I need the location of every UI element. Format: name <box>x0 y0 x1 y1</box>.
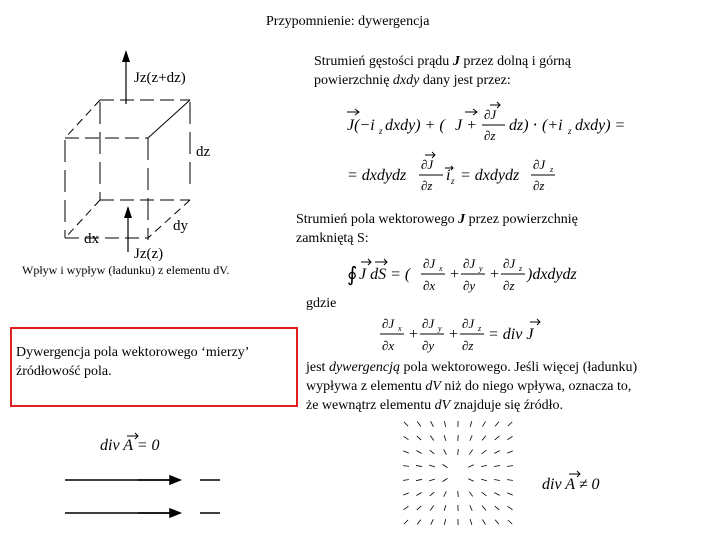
field-arrow <box>495 422 499 427</box>
svg-text:dxdy) =: dxdy) = <box>575 117 626 134</box>
field-arrow <box>444 491 447 496</box>
field-arrow <box>404 436 409 439</box>
vector-arrow-icon <box>568 470 582 478</box>
svg-text:∂J: ∂J <box>423 256 436 271</box>
label-dz: dz <box>196 144 211 160</box>
paragraph-current-flux-line2: powierzchnię dxdy dany jest przez: <box>314 73 511 88</box>
svg-text:z: z <box>568 126 572 136</box>
field-arrow <box>430 436 433 441</box>
field-arrow <box>482 492 487 496</box>
field-arrow <box>507 506 512 509</box>
svg-text:)dxdydz: )dxdydz <box>527 266 577 283</box>
svg-text:∂y: ∂y <box>463 278 476 293</box>
field-arrow <box>482 506 486 511</box>
field-arrow <box>403 493 409 495</box>
svg-text:dz) ⋅ (+i: dz) ⋅ (+i <box>509 117 563 134</box>
paragraph-divergence-meaning-line3: że wewnątrz elementu dV znajduje się źródło. <box>306 398 563 413</box>
field-arrow <box>468 479 473 482</box>
flux-arrowhead-top <box>122 50 130 62</box>
field-arrow <box>508 520 512 524</box>
svg-text:∮: ∮ <box>347 264 358 286</box>
svg-text:∂J: ∂J <box>503 256 516 271</box>
field-arrow <box>429 479 435 481</box>
field-arrow <box>416 479 422 480</box>
svg-text:x: x <box>439 264 443 273</box>
field-arrow <box>430 492 435 496</box>
svg-text:x: x <box>398 324 402 333</box>
field-arrow <box>458 491 459 497</box>
svg-text:= dxdydz: = dxdydz <box>460 167 520 184</box>
svg-text:+: + <box>408 326 419 343</box>
field-arrow <box>482 436 486 441</box>
cube-caption: Wpływ i wypływ (ładunku) z elementu dV. <box>22 263 230 277</box>
field-arrow <box>494 479 500 480</box>
svg-text:z: z <box>550 165 554 174</box>
box-text-line2: źródłowość pola. <box>16 364 112 379</box>
paragraph-current-flux: Strumień gęstości prądu J przez dolną i górną <box>314 54 571 69</box>
field-arrow <box>442 464 447 467</box>
field-arrow <box>416 465 422 466</box>
svg-text:∂y: ∂y <box>422 338 435 353</box>
field-arrow <box>458 449 459 455</box>
box-text-line1: Dywergencja pola wektorowego ‘mierzy’ <box>16 345 250 360</box>
label-jz-top: Jz(z+dz) <box>134 70 186 86</box>
svg-text:J +: J + <box>455 117 477 134</box>
svg-text:+: + <box>449 266 460 283</box>
svg-text:∂J: ∂J <box>382 316 395 331</box>
svg-text:∂z: ∂z <box>421 178 433 193</box>
field-arrow <box>481 465 487 466</box>
field-arrow <box>403 466 409 467</box>
svg-text:∂z: ∂z <box>503 278 515 293</box>
volume-element-diagram <box>40 40 240 285</box>
field-arrow <box>507 436 512 439</box>
field-arrow <box>404 506 409 509</box>
svg-text:z: z <box>478 324 482 333</box>
field-arrow <box>444 449 447 454</box>
field-arrow <box>507 451 513 453</box>
svg-text:= div J: = div J <box>488 326 534 343</box>
field-arrow <box>430 506 433 511</box>
field-arrow <box>507 480 513 481</box>
field-arrow <box>444 435 446 441</box>
field-arrow <box>444 421 445 427</box>
field-arrow <box>481 479 487 480</box>
svg-text:+: + <box>448 326 459 343</box>
field-arrow <box>403 480 409 481</box>
svg-text:∂J: ∂J <box>462 316 475 331</box>
uniform-field-diagram <box>60 465 230 525</box>
field-arrow <box>507 493 513 495</box>
field-arrow <box>416 451 421 454</box>
label-dy: dy <box>173 218 188 234</box>
svg-text:∂J: ∂J <box>533 157 546 172</box>
field-arrow <box>507 466 513 467</box>
svg-text:z: z <box>451 176 455 186</box>
label-dx: dx <box>84 231 99 247</box>
field-arrow <box>469 492 472 497</box>
svg-text:∂J: ∂J <box>421 157 434 172</box>
svg-text:∂x: ∂x <box>382 338 395 353</box>
svg-text:∂J: ∂J <box>422 316 435 331</box>
label-div-nonzero: div A ≠ 0 <box>542 476 600 493</box>
field-arrow <box>417 520 421 525</box>
field-arrow <box>470 421 472 427</box>
label-jz-bottom: Jz(z) <box>134 246 164 262</box>
field-arrow <box>494 465 500 466</box>
svg-text:y: y <box>438 324 442 333</box>
field-arrow <box>431 519 434 524</box>
svg-text:∂z: ∂z <box>484 128 496 143</box>
field-arrow <box>404 520 408 524</box>
vector-arrow-icon <box>126 432 140 440</box>
field-arrow <box>417 422 421 427</box>
page-title: Przypomnienie: dywergencja <box>266 14 430 29</box>
source-field-diagram <box>396 418 526 528</box>
flux-arrowhead-bottom <box>124 206 132 218</box>
field-arrow <box>417 436 421 440</box>
field-arrow <box>404 422 408 426</box>
field-arrow <box>482 450 487 454</box>
equation-flux-surfaces <box>345 102 626 152</box>
equation-flux-result <box>345 150 565 195</box>
label-div-zero: div A = 0 <box>100 437 160 454</box>
svg-text:i: i <box>446 167 451 184</box>
field-arrow <box>403 451 409 453</box>
svg-text:∂J: ∂J <box>463 256 476 271</box>
word-gdzie: gdzie <box>306 296 337 311</box>
svg-text:y: y <box>479 264 483 273</box>
field-arrow <box>495 520 499 525</box>
svg-text:J(−i: J(−i <box>347 117 375 134</box>
svg-text:= dxdydz: = dxdydz <box>347 167 407 184</box>
field-arrow <box>444 519 445 525</box>
field-arrow <box>417 506 421 510</box>
field-arrow <box>444 505 446 511</box>
field-arrow <box>470 505 472 511</box>
field-arrow <box>431 421 434 426</box>
svg-text:J dS = (: J dS = ( <box>359 266 411 283</box>
svg-text:∂z: ∂z <box>462 338 474 353</box>
field-arrow <box>468 465 473 468</box>
paragraph-divergence-meaning-line2: wypływa z elementu dV niż do niego wpływa, oznacza to, <box>306 379 632 394</box>
field-arrow <box>429 465 435 467</box>
field-arrow <box>483 519 486 524</box>
field-arrow <box>469 450 472 455</box>
field-arrow <box>494 493 499 496</box>
svg-text:∂x: ∂x <box>423 278 436 293</box>
equation-divergence <box>378 310 548 360</box>
field-arrow <box>508 422 512 426</box>
field-arrow <box>416 493 421 496</box>
svg-text:+: + <box>489 266 500 283</box>
svg-text:∂J: ∂J <box>484 107 497 122</box>
field-arrow <box>470 519 472 525</box>
svg-text:z: z <box>519 264 523 273</box>
field-arrow <box>442 478 447 481</box>
field-arrow <box>495 506 500 510</box>
svg-text:∂z: ∂z <box>533 178 545 193</box>
equation-surface-integral <box>345 250 577 300</box>
field-arrow <box>495 436 500 440</box>
field-arrow <box>470 435 472 441</box>
svg-text:z: z <box>379 126 383 136</box>
field-arrow <box>494 451 499 454</box>
paragraph-divergence-meaning: jest dywergencją pola wektorowego. Jeśli więcej (ładunku) <box>306 360 638 375</box>
svg-text:dxdy) + (: dxdy) + ( <box>385 117 445 134</box>
paragraph-closed-surface-flux-line2: zamkniętą S: <box>296 231 369 246</box>
field-arrow <box>430 450 435 454</box>
paragraph-closed-surface-flux: Strumień pola wektorowego J przez powierzchnię <box>296 212 578 227</box>
field-arrow <box>483 421 486 426</box>
